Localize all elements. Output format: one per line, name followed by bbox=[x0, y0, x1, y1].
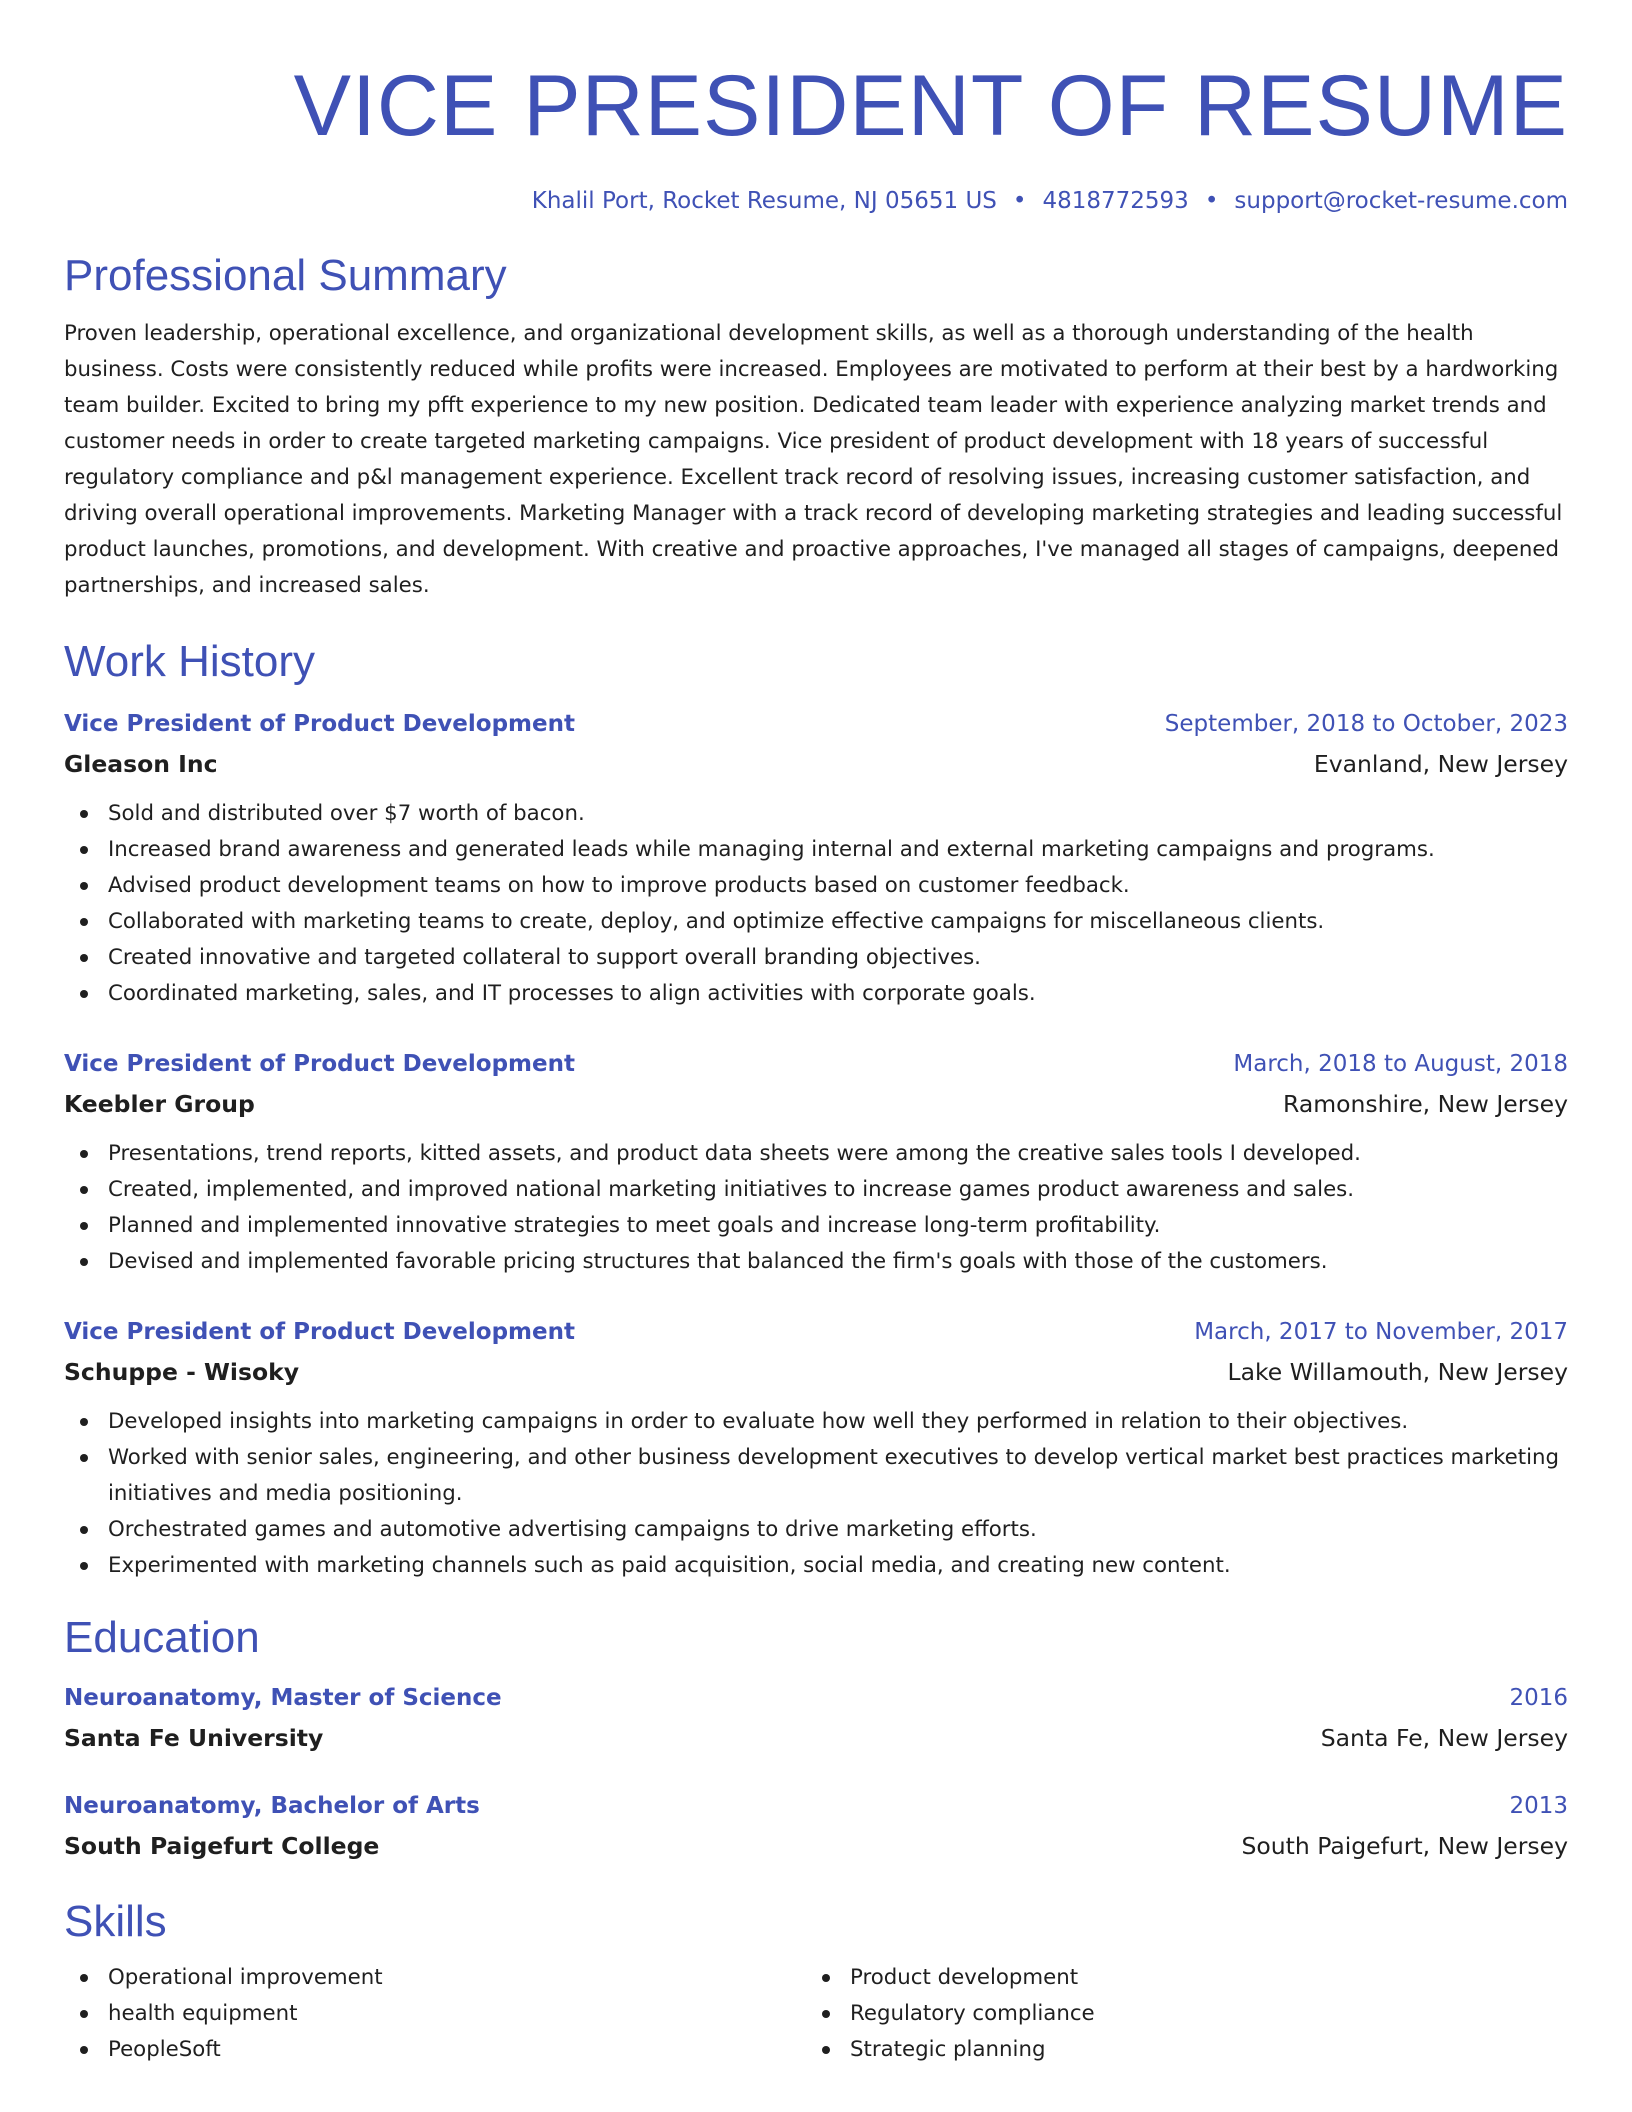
education-degree: Neuroanatomy, Master of Science bbox=[64, 1685, 502, 1711]
list-item bbox=[64, 796, 1568, 832]
job-company-row bbox=[64, 1084, 1568, 1124]
bullet-icon bbox=[80, 918, 88, 926]
job-dates: March, 2017 to November, 2017 bbox=[1194, 1319, 1568, 1345]
skill-item: Strategic planning bbox=[850, 2037, 1046, 2062]
list-item-text: Created, implemented, and improved national marketing initiatives to increase games product awareness and sales. bbox=[108, 1177, 1355, 1202]
bullet-icon bbox=[80, 2046, 88, 2054]
summary-text: Proven leadership, operational excellence, and organizational development skills, as well as a thorough understanding of the health business. Costs were consistently reduced while profits were increased. Employees are motivated to perform at their best by a hardworking team builder. Excited to bring my pfft experience to my new position. Dedicated team leader with experience analyzing market trends and customer needs in order to create targeted marketing campaigns. Vice president of product development with 18 years of successful regulatory compliance and p&l management experience. Excellent track record of resolving issues, increasing customer satisfaction, and driving overall operational improvements. Marketing Manager with a track record of developing marketing strategies and leading successful product launches, promotions, and development. With creative and proactive approaches, I've managed all stages of campaigns, deepened partnerships, and increased sales. bbox=[64, 321, 1563, 598]
bullet-icon bbox=[80, 846, 88, 854]
job-location: Lake Willamouth, New Jersey bbox=[1227, 1358, 1568, 1386]
list-item-text: Orchestrated games and automotive advertising campaigns to drive marketing efforts. bbox=[108, 1517, 1037, 1542]
contact-address: Khalil Port, Rocket Resume, NJ 05651 US bbox=[531, 188, 997, 214]
list-item-text: Sold and distributed over $7 worth of bacon. bbox=[108, 801, 585, 826]
list-item-text: Presentations, trend reports, kitted assets, and product data sheets were among the creative sales tools I developed. bbox=[108, 1141, 1361, 1166]
education-entry bbox=[64, 1786, 1568, 1866]
job-location: Evanland, New Jersey bbox=[1313, 750, 1568, 778]
list-item-text: Coordinated marketing, sales, and IT processes to align activities with corporate goals. bbox=[108, 981, 1036, 1006]
job-company: Gleason Inc bbox=[64, 750, 218, 778]
list-item bbox=[64, 1244, 1568, 1280]
education-entry bbox=[64, 1678, 1568, 1758]
contact-separator: • bbox=[1012, 188, 1027, 214]
list-item bbox=[64, 1548, 1568, 1584]
education-location: South Paigefurt, New Jersey bbox=[1241, 1832, 1568, 1860]
list-item bbox=[806, 1960, 1548, 1996]
job-bullets bbox=[64, 1404, 1568, 1584]
list-item-text: Advised product development teams on how to improve products based on customer feedback. bbox=[108, 873, 1130, 898]
contact-line bbox=[64, 184, 1568, 218]
list-item bbox=[64, 1512, 1568, 1548]
list-item bbox=[64, 1996, 806, 2032]
job-entry bbox=[64, 1044, 1568, 1280]
education-school: South Paigefurt College bbox=[64, 1832, 380, 1860]
contact-email: support@rocket-resume.com bbox=[1234, 188, 1568, 214]
list-item bbox=[64, 940, 1568, 976]
list-item bbox=[64, 904, 1568, 940]
job-role: Vice President of Product Development bbox=[64, 1319, 575, 1345]
education-school-row bbox=[64, 1718, 1568, 1758]
skills-column-right bbox=[806, 1960, 1548, 2068]
list-item bbox=[64, 868, 1568, 904]
job-header-row bbox=[64, 1312, 1568, 1352]
education-year: 2013 bbox=[1509, 1793, 1568, 1819]
list-item-text: Devised and implemented favorable pricing structures that balanced the firm's goals with those of the customers. bbox=[108, 1249, 1328, 1274]
bullet-icon bbox=[80, 990, 88, 998]
job-entry bbox=[64, 1312, 1568, 1584]
bullet-icon bbox=[80, 2010, 88, 2018]
list-item bbox=[64, 1440, 1568, 1512]
job-entry bbox=[64, 704, 1568, 1012]
section-title-summary: Professional Summary bbox=[64, 251, 507, 300]
skill-item: Regulatory compliance bbox=[850, 2001, 1095, 2026]
bullet-icon bbox=[80, 1526, 88, 1534]
list-item-text: Created innovative and targeted collateral to support overall branding objectives. bbox=[108, 945, 981, 970]
bullet-icon bbox=[80, 1222, 88, 1230]
list-item bbox=[64, 976, 1568, 1012]
job-role: Vice President of Product Development bbox=[64, 711, 575, 737]
bullet-icon bbox=[822, 2010, 830, 2018]
list-item bbox=[64, 1208, 1568, 1244]
list-item bbox=[806, 2032, 1548, 2068]
bullet-icon bbox=[80, 954, 88, 962]
contact-phone: 4818772593 bbox=[1042, 188, 1189, 214]
list-item bbox=[64, 1172, 1568, 1208]
job-company-row bbox=[64, 1352, 1568, 1392]
job-header-row bbox=[64, 1044, 1568, 1084]
list-item-text: Planned and implemented innovative strategies to meet goals and increase long-term profitability. bbox=[108, 1213, 1161, 1238]
bullet-icon bbox=[80, 1258, 88, 1266]
job-dates: September, 2018 to October, 2023 bbox=[1164, 711, 1568, 737]
job-bullets bbox=[64, 796, 1568, 1012]
list-item bbox=[64, 832, 1568, 868]
bullet-icon bbox=[80, 1418, 88, 1426]
bullet-icon bbox=[80, 1974, 88, 1982]
list-item bbox=[64, 1136, 1568, 1172]
list-item bbox=[806, 1996, 1548, 2032]
job-company: Schuppe - Wisoky bbox=[64, 1358, 300, 1386]
list-item-text: Experimented with marketing channels such as paid acquisition, social media, and creating new content. bbox=[108, 1553, 1231, 1578]
education-school-row bbox=[64, 1826, 1568, 1866]
job-location: Ramonshire, New Jersey bbox=[1283, 1090, 1568, 1118]
list-item bbox=[64, 1960, 806, 1996]
bullet-icon bbox=[80, 1150, 88, 1158]
skills-column-left bbox=[64, 1960, 806, 2068]
skill-item: PeopleSoft bbox=[108, 2037, 221, 2062]
section-title-education: Education bbox=[64, 1613, 260, 1662]
bullet-icon bbox=[80, 1186, 88, 1194]
education-header-row bbox=[64, 1678, 1568, 1718]
bullet-icon bbox=[80, 1562, 88, 1570]
education-header-row bbox=[64, 1786, 1568, 1826]
bullet-icon bbox=[80, 882, 88, 890]
job-company: Keebler Group bbox=[64, 1090, 255, 1118]
contact-separator: • bbox=[1204, 188, 1219, 214]
section-title-skills: Skills bbox=[64, 1897, 167, 1946]
education-degree: Neuroanatomy, Bachelor of Arts bbox=[64, 1793, 480, 1819]
bullet-icon bbox=[822, 1974, 830, 1982]
job-dates: March, 2018 to August, 2018 bbox=[1233, 1051, 1568, 1077]
bullet-icon bbox=[822, 2046, 830, 2054]
skill-item: Product development bbox=[850, 1965, 1079, 1990]
education-location: Santa Fe, New Jersey bbox=[1320, 1724, 1568, 1752]
list-item-text: Developed insights into marketing campaigns in order to evaluate how well they performed in relation to their objectives. bbox=[108, 1409, 1409, 1434]
job-header-row bbox=[64, 704, 1568, 744]
job-bullets bbox=[64, 1136, 1568, 1280]
skill-item: Operational improvement bbox=[108, 1965, 383, 1990]
resume-page bbox=[64, 0, 1568, 2068]
skill-item: health equipment bbox=[108, 2001, 298, 2026]
list-item-text: Increased brand awareness and generated leads while managing internal and external marketing campaigns and programs. bbox=[108, 837, 1435, 862]
job-company-row bbox=[64, 744, 1568, 784]
list-item bbox=[64, 1404, 1568, 1440]
list-item-text: Collaborated with marketing teams to create, deploy, and optimize effective campaigns for miscellaneous clients. bbox=[108, 909, 1325, 934]
job-role: Vice President of Product Development bbox=[64, 1051, 575, 1077]
bullet-icon bbox=[80, 1454, 88, 1462]
skills-grid bbox=[64, 1960, 1568, 2068]
section-title-work-history: Work History bbox=[64, 637, 315, 686]
education-school: Santa Fe University bbox=[64, 1724, 324, 1752]
list-item-text: Worked with senior sales, engineering, and other business development executives to develop vertical market best practices marketing initiatives and media positioning. bbox=[108, 1445, 1560, 1506]
resume-name: VICE PRESIDENT OF RESUME bbox=[293, 58, 1568, 154]
list-item bbox=[64, 2032, 806, 2068]
bullet-icon bbox=[80, 810, 88, 818]
education-year: 2016 bbox=[1509, 1685, 1568, 1711]
